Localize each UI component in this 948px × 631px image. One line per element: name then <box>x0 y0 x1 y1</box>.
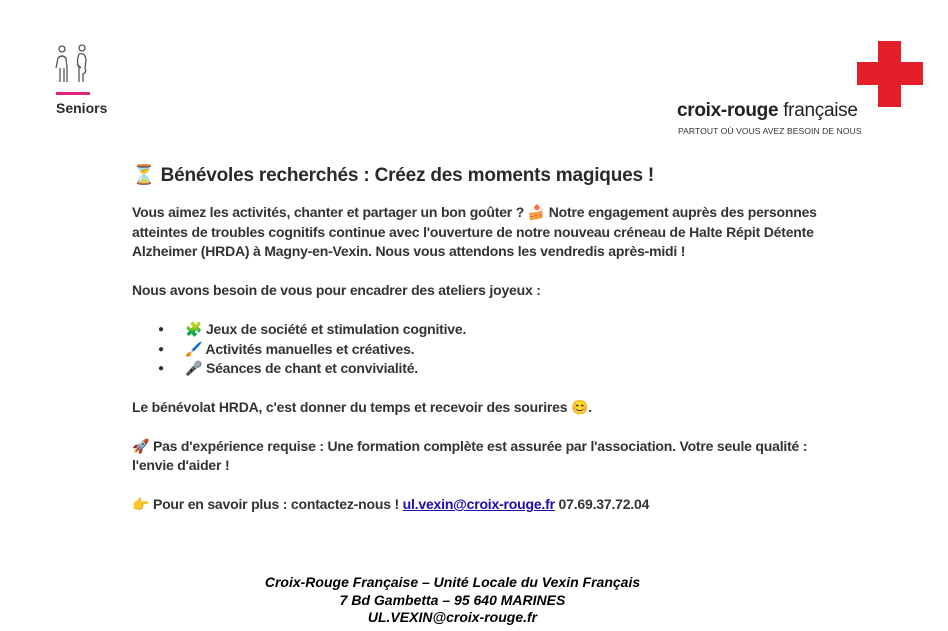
seniors-accent-bar <box>56 92 90 95</box>
contact-phone: 07.69.37.72.04 <box>558 496 650 513</box>
cake-icon: 🍰 <box>527 204 546 220</box>
item-text: Jeux de société et stimulation cognitive. <box>205 320 467 337</box>
intro-text-2: Notre engagement auprès des personnes atteintes de troubles cognitifs continue avec l'ouverture de notre nouveau créneau de Halte Répit Détente Alzheimer (HRDA) à Magny-en-Vexin. Nous vous attendons les vendredis après-midi ! <box>132 204 817 260</box>
contact-email-link[interactable]: ul.vexin@croix-rouge.fr <box>402 496 555 513</box>
footer-line-2: 7 Bd Gambetta – 95 640 MARINES <box>339 591 566 608</box>
experience-paragraph <box>132 437 832 476</box>
contact-text: Pour en savoir plus : contactez-nous ! <box>152 496 399 513</box>
brand-bold: croix-rouge <box>677 100 779 121</box>
footer-address <box>0 574 905 627</box>
brand-light: française <box>783 100 858 121</box>
seniors-icon <box>52 44 94 86</box>
paintbrush-icon: 🖌️ <box>185 340 203 357</box>
list-item <box>162 359 832 379</box>
intro-text-1: Vous aimez les activités, chanter et partager un bon goûter ? <box>132 204 525 220</box>
activities-list <box>132 320 832 379</box>
rocket-icon: 🚀 <box>132 437 150 454</box>
contact-paragraph <box>132 495 832 515</box>
volunteer-paragraph: Le bénévolat HRDA, c'est donner du temps et recevoir des sourires 😊. <box>132 398 592 415</box>
brand-name <box>677 100 858 122</box>
hourglass-icon: ⏳ <box>132 165 156 186</box>
brand-tagline: PARTOUT OÙ VOUS AVEZ BESOIN DE NOUS <box>678 126 862 136</box>
pointing-hand-icon: 👉 <box>132 496 150 513</box>
category-label: Seniors <box>56 100 108 116</box>
red-cross-logo <box>857 41 923 107</box>
volunteer-text: Le bénévolat HRDA, c'est donner du temps et recevoir des sourires <box>132 398 568 415</box>
list-item <box>162 340 832 360</box>
item-text: Séances de chant et convivialité. <box>205 360 418 377</box>
footer-line-3: UL.VEXIN@croix-rouge.fr <box>367 609 538 625</box>
title-text: Bénévoles recherchés : Créez des moments magiques ! <box>160 165 655 186</box>
smile-icon: 😊 <box>571 398 589 415</box>
announcement-title <box>132 163 832 189</box>
footer-line-1: Croix-Rouge Française – Unité Locale du Vexin Français <box>264 574 641 590</box>
microphone-icon: 🎤 <box>185 360 203 377</box>
intro-paragraph <box>132 203 832 262</box>
puzzle-icon: 🧩 <box>185 320 203 337</box>
announcement-body <box>132 163 832 534</box>
item-text: Activités manuelles et créatives. <box>205 340 415 357</box>
experience-text: Pas d'expérience requise : Une formation complète est assurée par l'association. Votre seule qualité : l'envie d'aider ! <box>132 437 808 474</box>
need-paragraph: Nous avons besoin de vous pour encadrer des ateliers joyeux : <box>132 282 541 299</box>
list-item <box>162 320 832 340</box>
